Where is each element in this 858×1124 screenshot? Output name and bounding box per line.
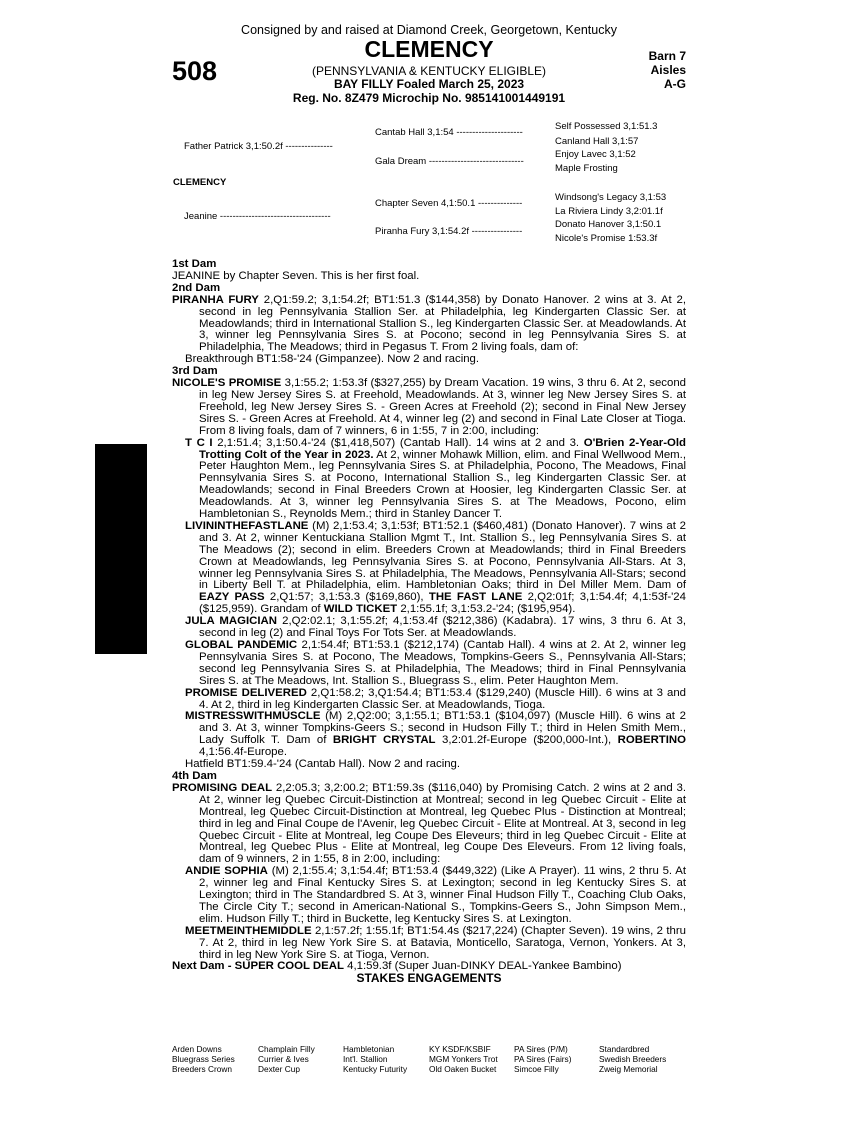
stakes-item: Champlain Filly <box>258 1044 315 1054</box>
stakes-item: Int'l. Stallion <box>343 1053 388 1064</box>
foaled-line: BAY FILLY Foaled March 25, 2023 <box>333 77 525 91</box>
stakes-item: Arden Downs <box>172 1044 222 1054</box>
pedigree-g3: Enjoy Lavec 3,1:52 <box>555 149 636 160</box>
first-dam-heading: 1st Dam <box>172 258 217 270</box>
stakes-item: Simcoe Filly <box>514 1063 559 1074</box>
pedigree-g4: Maple Frosting <box>555 163 618 174</box>
pedigree-g2: Canland Hall 3,1:57 <box>555 136 639 147</box>
produce-entry-meetmeinthemiddle: MEETMEINTHEMIDDLE 2,1:57.2f; 1:55.1f; BT1:54.4s ($217,224) (Chapter Seven). 19 wins, 2 thru 7. At 2, third in leg New York Sire S. at Batavia, Monticello, Saratoga, Vernon, Yonkers. At 3, third in leg New York Sire S. at Tioga, Vernon. <box>185 924 686 961</box>
stakes-column <box>429 1045 498 1074</box>
dam-name: PROMISING DEAL <box>172 781 273 794</box>
hatfield-entry: Hatfield BT1:59.4-'24 (Cantab Hall). Now 2 and racing. <box>185 758 461 771</box>
second-dam-heading: 2nd Dam <box>172 281 221 294</box>
horse-name: CLEMENCY <box>364 36 494 62</box>
stakes-column <box>514 1045 571 1074</box>
stakes-item: Currier & Ives <box>258 1053 309 1064</box>
pedigree-g5: Windsong's Legacy 3,1:53 <box>555 192 667 203</box>
stakes-column <box>343 1045 407 1074</box>
stakes-item: Dexter Cup <box>258 1063 300 1074</box>
pedigree-g7: Donato Hanover 3,1:50.1 <box>555 219 662 230</box>
dam-name: NICOLE'S PROMISE <box>172 377 282 390</box>
stakes-item: Old Oaken Bucket <box>429 1063 497 1074</box>
stakes-item: PA Sires (Fairs) <box>514 1053 572 1064</box>
dam-name: PIRANHA FURY <box>172 293 259 306</box>
stakes-item: Standardbred <box>599 1044 650 1054</box>
produce-entry-jula-magician: JULA MAGICIAN 2,Q2:02.1; 3,1:55.2f; 4,1:53.4f ($212,386) (Kadabra). 17 wins, 3 thru 6. At 3, second in leg (2) and Final Toys For Tots Ser. at Meadowlands. <box>185 615 686 640</box>
second-dam-entry: PIRANHA FURY 2,Q1:59.2; 3,1:54.2f; BT1:51.3 ($144,358) by Donato Hanover. 2 wins at 3. At 2, second in leg Pennsylvania Stallion Ser. at Philadelphia, leg Kindergarten Classic Ser. at Meadowlands; third in International Stallion S., leg Kindergarten Classic Ser. at Meadowlands. At 3, winner leg Pennsylvania Sires S. at Pocono; second in leg Pennsylvania Sires S. at Philadelphia, The Meadows; third in Pegasus T. From 2 living foals, dam of: <box>172 293 686 354</box>
stakes-item: Zweig Memorial <box>599 1063 658 1074</box>
breakthrough-entry: Breakthrough BT1:58-'24 (Gimpanzee). Now 2 and racing. <box>185 353 480 366</box>
fourth-dam-heading: 4th Dam <box>172 769 217 782</box>
pedigree-dam: Jeanine ----------------------------------- <box>184 211 331 222</box>
produce-entry-mistresswithmuscle: MISTRESSWITHMUSCLE (M) 2,Q2:00; 3,1:55.1; BT1:53.1 ($104,097) (Muscle Hill). 6 wins at 2 and 3. At 3, winner Tompkins-Geers S.; second in Hudson Filly T.; third in Helen Smith Mem., Lady Suffolk T. Dam of BRIGHT CRYSTAL 3,2:01.2f-Europe ($200,000-Int.), ROBERTINO 4,1:56.4f-Europe. <box>185 710 687 759</box>
pedigree-sire-sire: Cantab Hall 3,1:54 --------------------- <box>375 127 523 138</box>
barn-label: Barn 7 <box>648 49 686 63</box>
stakes-heading: STAKES ENGAGEMENTS <box>356 971 502 986</box>
first-dam-text: JEANINE by Chapter Seven. This is her first foal. <box>172 269 420 282</box>
stakes-item: Swedish Breeders <box>599 1053 667 1064</box>
stakes-item: KY KSDF/KSBIF <box>429 1044 491 1054</box>
consignor-line: Consigned by and raised at Diamond Creek, Georgetown, Kentucky <box>241 23 617 37</box>
produce-entry-andie-sophia: ANDIE SOPHIA (M) 2,1:55.4; 3,1:54.4f; BT1:53.4 ($449,322) (Like A Prayer). 11 wins, 2 thru 5. At 2, winner leg and Final Kentucky Sires S. at Lexington; second in leg Kentucky Sires S. at Lexington; third in The Standardbred S. At 3, winner Final Hudson Filly T., Coaching Club Oaks, The Circle City T.; second in American-National S., Tompkins-Geers S., John Simpson Mem., elim. Hudson Filly T.; third in Buckette, leg Kentucky Sires S. at Lexington. <box>185 865 686 925</box>
pedigree-sire-dam: Gala Dream ------------------------------ <box>375 156 524 167</box>
produce-entry-promise-delivered: PROMISE DELIVERED 2,Q1:58.2; 3,Q1:54.4; BT1:53.4 ($129,240) (Muscle Hill). 6 wins at 3 and 4. At 2, third in leg Kindergarten Classic Ser. at Meadowlands, Tioga. <box>185 686 686 711</box>
stakes-item: Bluegrass Series <box>172 1053 235 1064</box>
registration-line: Reg. No. 8Z479 Microchip No. 985141001449191 <box>292 91 566 105</box>
pedigree-g8: Nicole's Promise 1:53.3f <box>555 233 658 244</box>
pedigree-subject: CLEMENCY <box>173 177 227 188</box>
stakes-item: Hambletonian <box>343 1044 395 1054</box>
stakes-item: Breeders Crown <box>172 1063 232 1074</box>
produce-entry-tci: T C I 2,1:51.4; 3,1:50.4-'24 ($1,418,507) (Cantab Hall). 14 wins at 2 and 3. O'Brien 2-Year-Old Trotting Colt of the Year in 2023. At 2, winner Mohawk Million, elim. and Final Wellwood Mem., Peter Haughton Mem., leg Pennsylvania Sires S. at Philadelphia, Pocono, The Meadows, Final Pennsylvania Sires S. at Pocono, International Stallion S., leg Kindergarten Classic Ser. at Meadowlands; second in Final Breeders Crown at Hoosier, leg Kindergarten Classic Ser. at Meadowlands. At 3, winner leg Pennsylvania Sires S. at The Meadows, Pocono, elim Hambletonian S., Reynolds Mem.; third in Stanley Dancer T. <box>185 436 686 521</box>
pedigree-dam-sire: Chapter Seven 4,1:50.1 -------------- <box>375 198 523 209</box>
produce-entry-livininthefastlane: LIVININTHEFASTLANE (M) 2,1:53.4; 3,1:53f; BT1:52.1 ($460,481) (Donato Hanover). 7 wins at 2 and 3. At 2, winner Kentuckiana Stallion Mgmt T., Int. Stallion S., leg Pennsylvania Sires S. at The Meadows (2); second in elim. Breeders Crown at Meadowlands; third in Final Breeders Crown at Meadowlands, leg Pennsylvania Sires S. at Pocono, Pennsylvania All-Stars. At 3, winner leg Pennsylvania Sires S. at Philadelphia, The Meadows, Pennsylvania All-Stars; second in Liberty Bell T. at Philadelphia, elim. Hambletonian Oaks; third in Del Miller Mem. Dam of EAZY PASS 2,Q1:57; 3,1:53.3 ($169,860), THE FAST LANE 2,Q2:01f; 3,1:54.4f; 4,1:53f-'24 ($125,959). Grandam of WILD TICKET 2,1:55.1f; 3,1:53.2-'24; ($195,954). <box>185 519 686 616</box>
stakes-item: MGM Yonkers Trot <box>429 1053 498 1064</box>
stakes-item: Kentucky Futurity <box>343 1063 408 1074</box>
stakes-column <box>258 1045 315 1074</box>
hip-number: 508 <box>172 56 218 86</box>
third-dam-heading: 3rd Dam <box>172 365 218 378</box>
produce-entry-global-pandemic: GLOBAL PANDEMIC 2,1:54.4f; BT1:53.1 ($212,174) (Cantab Hall). 4 wins at 2. At 2, winner leg Pennsylvania Sires S. at Pocono, The Meadows, Tompkins-Geers S., Pennsylvania All-Stars; second leg Pennsylvania Sires S. at Philadelphia, The Meadows; third in Final Pennsylvania Sires S. at The Meadows, Int. Stallion S., Bluegrass S., elim. Peter Haughton Mem. <box>185 639 687 687</box>
third-dam-entry: NICOLE'S PROMISE 3,1:55.2; 1:53.3f ($327,255) by Dream Vacation. 19 wins, 3 thru 6. At 2, second in leg New Jersey Sires S. at Freehold, Meadowlands. At 3, winner leg New Jersey Sires S. at Freehold, leg New Jersey Sires S. - Green Acres at Freehold (2); second in Final New Jersey Sires S. - Green Acres at Freehold. At 4, winner leg (2) and second in Final Late Closer at Tioga. From 8 living foals, dam of 7 winners, 6 in 1:55, 7 in 2:00, including: <box>172 377 686 437</box>
pedigree-g1: Self Possessed 3,1:51.3 <box>555 121 658 132</box>
fourth-dam-entry: PROMISING DEAL 2,2:05.3; 3,2:00.2; BT1:59.3s ($116,040) by Promising Catch. 2 wins at 2 and 3. At 2, winner leg Quebec Circuit-Distinction at Montreal; second in leg Quebec Circuit - Elite at Montreal, leg Quebec Circuit-Distinction at Montreal, leg Quebec Plus - Distinction at Montreal; third in leg and Final Coupe de l'Avenir, leg Quebec Circuit - Elite at Montreal. At 3, second in leg Quebec Circuit - Elite at Montreal, leg Coupe Des Eleveurs; third in leg Quebec Circuit - Elite at Montreal, leg Quebec Plus - Elite at Montreal, leg Coupe Des Eleveurs. From 12 living foals, dam of 9 winners, 2 in 1:55, 8 in 2:00, including: <box>172 781 686 866</box>
stakes-column <box>172 1045 235 1074</box>
pedigree-sire: Father Patrick 3,1:50.2f --------------- <box>184 141 333 152</box>
produce-record <box>172 259 686 985</box>
aisle-range: A-G <box>664 77 686 91</box>
aisles-label: Aisles <box>650 63 686 77</box>
stakes-column <box>599 1045 666 1074</box>
pedigree-dam-dam: Piranha Fury 3,1:54.2f ---------------- <box>375 226 523 237</box>
eligibility-line: (PENNSYLVANIA & KENTUCKY ELIGIBLE) <box>311 64 547 78</box>
next-dam-entry: Next Dam - SUPER COOL DEAL 4,1:59.3f (Super Juan-DINKY DEAL-Yankee Bambino) <box>172 960 622 973</box>
stakes-item: PA Sires (P/M) <box>514 1044 568 1054</box>
pedigree-g6: La Riviera Lindy 3,2:01.1f <box>555 206 663 217</box>
redaction-bar <box>95 444 147 654</box>
